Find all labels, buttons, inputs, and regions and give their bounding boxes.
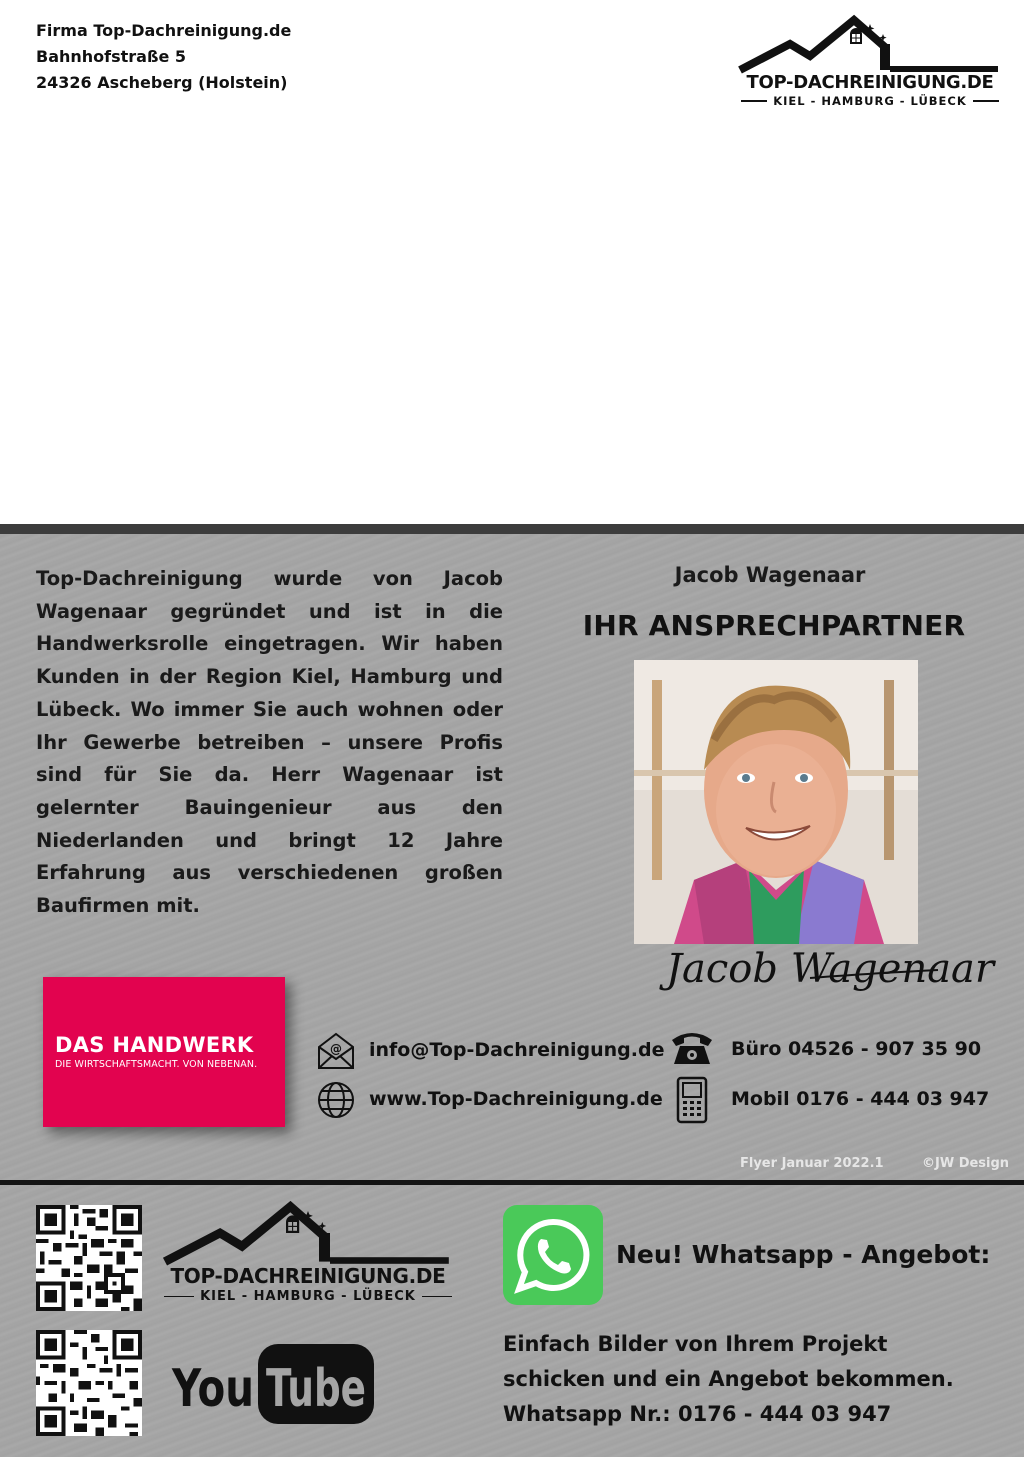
youtube-you: You xyxy=(171,1359,254,1419)
badge-title: DAS HANDWERK xyxy=(55,1033,254,1057)
sender-address xyxy=(36,18,291,96)
globe-icon xyxy=(316,1080,356,1120)
das-handwerk-badge xyxy=(43,977,285,1127)
company-logo-bottom xyxy=(160,1200,456,1304)
whatsapp-icon[interactable] xyxy=(503,1205,603,1305)
sender-street: Bahnhofstraße 5 xyxy=(36,47,187,66)
mobile-phone[interactable]: Mobil 0176 - 444 03 947 xyxy=(731,1088,990,1110)
roof-house-icon xyxy=(738,14,1002,74)
contact-portrait xyxy=(634,660,918,944)
office-phone[interactable]: Büro 04526 - 907 35 90 xyxy=(731,1038,982,1060)
mobile-phone-icon xyxy=(676,1076,708,1124)
signature xyxy=(660,920,995,1010)
logo-cities xyxy=(738,94,1002,108)
qr-code-website[interactable] xyxy=(36,1205,142,1311)
logo-cities-text: KIEL - HAMBURG - LÜBECK xyxy=(200,1289,416,1304)
panel-divider xyxy=(0,1180,1024,1185)
logo-cities xyxy=(160,1289,456,1304)
flyer-version: Flyer Januar 2022.1 xyxy=(740,1156,884,1171)
signature-text: Jacob Wagenaar xyxy=(666,946,995,992)
email-icon xyxy=(316,1031,356,1071)
svg-text:@: @ xyxy=(330,1042,342,1056)
website-link[interactable]: www.Top-Dachreinigung.de xyxy=(369,1088,663,1110)
logo-cities-text: KIEL - HAMBURG - LÜBECK xyxy=(773,94,967,108)
telephone-icon xyxy=(670,1028,714,1066)
sender-city: 24326 Ascheberg (Holstein) xyxy=(36,73,288,92)
contact-title: IHR ANSPRECHPARTNER xyxy=(582,609,966,642)
qr-code-youtube[interactable] xyxy=(36,1330,142,1436)
whatsapp-line-1: Einfach Bilder von Ihrem Projekt xyxy=(503,1332,888,1356)
sender-company: Firma Top-Dachreinigung.de xyxy=(36,21,292,40)
whatsapp-line-2: schicken und ein Angebot bekommen. xyxy=(503,1367,954,1391)
logo-brand: TOP-DACHREINIGUNG.DE xyxy=(746,72,994,93)
company-logo-top xyxy=(738,14,1002,108)
youtube-tube: Tube xyxy=(266,1359,366,1419)
about-text: Top-Dachreinigung wurde von Jacob Wagenaar gegründet und ist in die Handwerksrolle eingetragen. Wir haben Kunden in der Region Kiel, Hamburg und Lübeck. Wo immer Sie auch wohnen oder Ihr Gewerbe betreiben – unsere Profis sind für Sie da. Herr Wagenaar ist gelernter Bauingenieur aus den Niederlanden und bringt 12 Jahre Erfahrung aus verschiedenen großen Baufirmen mit. xyxy=(36,567,503,918)
badge-subtitle: DIE WIRTSCHAFTSMACHT. VON NEBENAN. xyxy=(55,1059,258,1070)
contact-name: Jacob Wagenaar xyxy=(674,563,866,587)
youtube-logo[interactable] xyxy=(172,1342,376,1426)
whatsapp-description xyxy=(503,1327,954,1432)
email-link[interactable]: info@Top-Dachreinigung.de xyxy=(369,1039,665,1061)
whatsapp-number[interactable]: Whatsapp Nr.: 0176 - 444 03 947 xyxy=(503,1402,892,1426)
whatsapp-title: Neu! Whatsapp - Angebot: xyxy=(616,1240,991,1269)
panel-top-border xyxy=(0,524,1024,534)
design-credit: ©JW Design xyxy=(922,1156,1010,1171)
roof-house-icon xyxy=(160,1200,456,1266)
logo-brand: TOP-DACHREINIGUNG.DE xyxy=(170,1264,446,1288)
